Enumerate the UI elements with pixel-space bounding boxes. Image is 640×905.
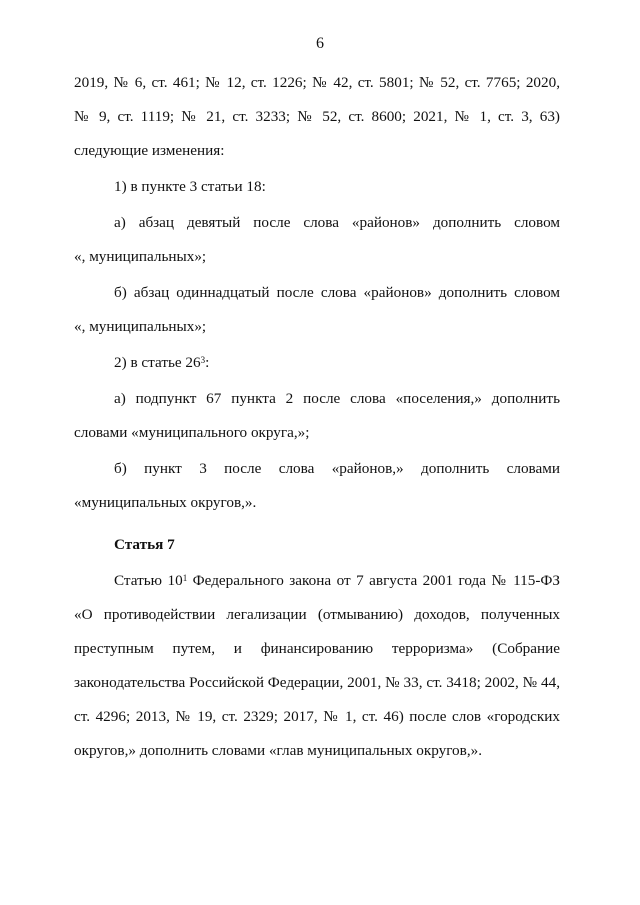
text-line: ст. 4296; 2013, № 19, ст. 2329; 2017, № 1, ст. 46) после слов «городских <box>74 708 560 725</box>
list-item-text: 2) в статье 26 <box>114 354 201 371</box>
superscript: 3 <box>200 355 206 365</box>
document-body <box>74 66 560 768</box>
text-fragment: Федерального закона от 7 августа 2001 года № 115-ФЗ <box>187 572 561 589</box>
paragraph-gap <box>74 520 560 528</box>
list-item-heading <box>74 346 560 380</box>
text-line: «, муниципальных»; <box>74 248 207 265</box>
superscript: 1 <box>182 573 188 583</box>
article-title: Статья 7 <box>114 536 175 553</box>
text-line <box>74 564 560 598</box>
text-line: законодательства Российской Федерации, 2001, № 33, ст. 3418; 2002, № 44, <box>74 674 560 691</box>
text-line: № 9, ст. 1119; № 21, ст. 3233; № 52, ст. 8600; 2021, № 1, ст. 3, 63) <box>74 108 560 125</box>
text-line: б) абзац одиннадцатый после слова «районов» дополнить словом <box>114 284 560 301</box>
text-line: округов,» дополнить словами «глав муниципальных округов,». <box>74 742 483 759</box>
text-line: «, муниципальных»; <box>74 318 207 335</box>
text-line: а) подпункт 67 пункта 2 после слова «поселения,» дополнить <box>114 390 560 407</box>
text-line: преступным путем, и финансированию терроризма» (Собрание <box>74 640 560 657</box>
list-item-suffix: : <box>205 354 210 371</box>
text-fragment: Статью 10 <box>114 572 183 589</box>
list-item-heading: 1) в пункте 3 статьи 18: <box>114 178 266 195</box>
text-line: 2019, № 6, ст. 461; № 12, ст. 1226; № 42, ст. 5801; № 52, ст. 7765; 2020, <box>74 74 560 91</box>
text-line: «муниципальных округов,». <box>74 494 257 511</box>
text-line: а) абзац девятый после слова «районов» дополнить словом <box>114 214 560 231</box>
text-line: следующие изменения: <box>74 142 225 159</box>
page-number: 6 <box>316 35 324 52</box>
text-line: словами «муниципального округа,»; <box>74 424 310 441</box>
text-line: б) пункт 3 после слова «районов,» дополнить словами <box>114 460 560 477</box>
text-line: «О противодействии легализации (отмыванию) доходов, полученных <box>74 606 560 623</box>
